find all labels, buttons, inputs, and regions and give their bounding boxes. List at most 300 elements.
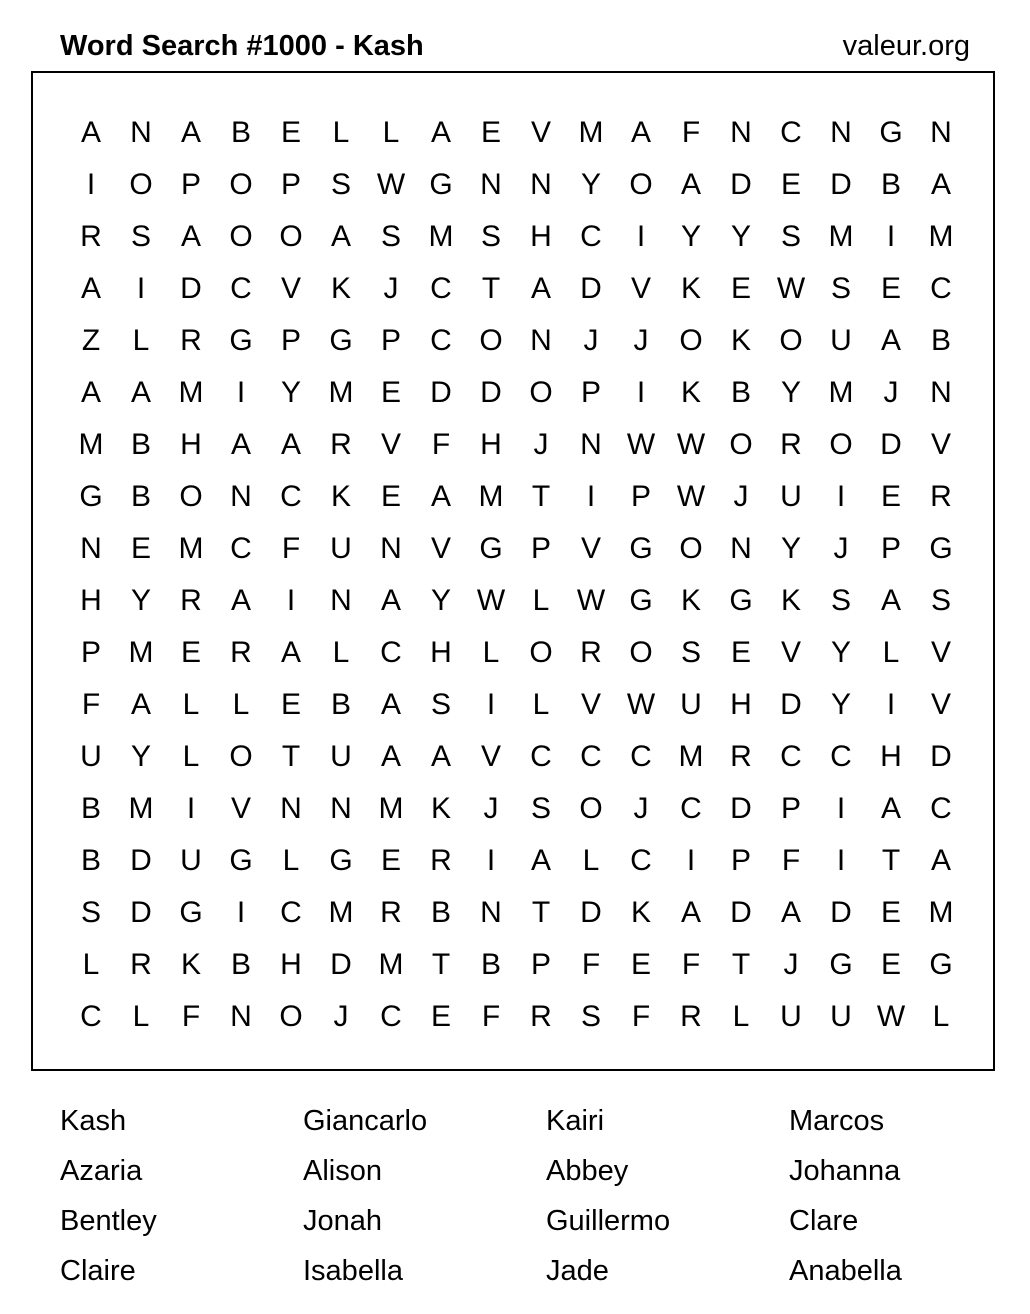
grid-cell[interactable]: M xyxy=(128,636,154,669)
grid-cell[interactable]: I xyxy=(286,584,296,617)
grid-cell[interactable]: S xyxy=(430,688,451,721)
grid-cell[interactable]: W xyxy=(576,584,606,617)
grid-cell[interactable]: C xyxy=(630,844,652,877)
grid-cell[interactable]: H xyxy=(480,428,502,461)
grid-cell[interactable]: N xyxy=(580,428,602,461)
grid-cell[interactable]: G xyxy=(629,584,653,617)
grid-cell[interactable]: A xyxy=(130,376,151,409)
grid-cell[interactable]: C xyxy=(830,740,852,773)
grid-cell[interactable]: R xyxy=(330,428,352,461)
grid-cell[interactable]: E xyxy=(880,480,901,513)
grid-cell[interactable]: P xyxy=(280,324,301,357)
grid-cell[interactable]: I xyxy=(136,272,146,305)
grid-cell[interactable]: R xyxy=(930,480,952,513)
grid-cell[interactable]: R xyxy=(230,636,252,669)
grid-cell[interactable]: I xyxy=(886,220,896,253)
grid-cell[interactable]: V xyxy=(280,272,301,305)
grid-cell[interactable]: C xyxy=(430,324,452,357)
grid-cell[interactable]: A xyxy=(80,116,101,149)
grid-cell[interactable]: M xyxy=(378,792,404,825)
grid-cell[interactable]: L xyxy=(382,116,400,149)
grid-cell[interactable]: L xyxy=(282,844,300,877)
grid-cell[interactable]: V xyxy=(430,532,451,565)
grid-cell[interactable]: N xyxy=(730,116,752,149)
grid-cell[interactable]: D xyxy=(580,272,602,305)
grid-cell[interactable]: L xyxy=(532,688,550,721)
grid-cell[interactable]: W xyxy=(626,428,656,461)
grid-cell[interactable]: D xyxy=(430,376,452,409)
grid-cell[interactable]: C xyxy=(230,532,252,565)
grid-cell[interactable]: N xyxy=(380,532,402,565)
grid-cell[interactable]: V xyxy=(580,688,601,721)
grid-cell[interactable]: I xyxy=(186,792,196,825)
grid-cell[interactable]: Y xyxy=(130,584,151,617)
grid-cell[interactable]: S xyxy=(580,1000,601,1033)
grid-cell[interactable]: I xyxy=(236,896,246,929)
grid-cell[interactable]: V xyxy=(480,740,501,773)
grid-cell[interactable]: A xyxy=(530,272,551,305)
grid-cell[interactable]: Y xyxy=(780,376,801,409)
grid-cell[interactable]: S xyxy=(780,220,801,253)
grid-cell[interactable]: N xyxy=(80,532,102,565)
grid-cell[interactable]: O xyxy=(779,324,803,357)
grid-cell[interactable]: J xyxy=(633,792,649,825)
grid-cell[interactable]: L xyxy=(882,636,900,669)
grid-cell[interactable]: M xyxy=(378,948,404,981)
grid-cell[interactable]: J xyxy=(483,792,499,825)
grid-cell[interactable]: L xyxy=(532,584,550,617)
grid-cell[interactable]: P xyxy=(780,792,801,825)
grid-cell[interactable]: E xyxy=(380,376,401,409)
grid-cell[interactable]: R xyxy=(530,1000,552,1033)
grid-cell[interactable]: H xyxy=(730,688,752,721)
grid-cell[interactable]: S xyxy=(330,168,351,201)
grid-cell[interactable]: N xyxy=(930,376,952,409)
grid-cell[interactable]: K xyxy=(680,272,701,305)
grid-cell[interactable]: B xyxy=(130,428,151,461)
grid-cell[interactable]: C xyxy=(80,1000,102,1033)
grid-cell[interactable]: B xyxy=(80,792,101,825)
grid-cell[interactable]: F xyxy=(681,116,701,149)
grid-cell[interactable]: I xyxy=(686,844,696,877)
grid-cell[interactable]: Y xyxy=(280,376,301,409)
grid-cell[interactable]: G xyxy=(229,324,253,357)
grid-cell[interactable]: N xyxy=(730,532,752,565)
grid-cell[interactable]: V xyxy=(630,272,651,305)
grid-cell[interactable]: E xyxy=(130,532,151,565)
grid-cell[interactable]: O xyxy=(279,1000,303,1033)
grid-cell[interactable]: C xyxy=(780,116,802,149)
grid-cell[interactable]: M xyxy=(478,480,504,513)
grid-cell[interactable]: A xyxy=(680,896,701,929)
grid-cell[interactable]: M xyxy=(78,428,104,461)
grid-cell[interactable]: M xyxy=(128,792,154,825)
grid-cell[interactable]: K xyxy=(680,584,701,617)
grid-cell[interactable]: F xyxy=(631,1000,651,1033)
grid-cell[interactable]: H xyxy=(80,584,102,617)
grid-cell[interactable]: A xyxy=(430,740,451,773)
grid-cell[interactable]: H xyxy=(180,428,202,461)
grid-cell[interactable]: L xyxy=(732,1000,750,1033)
grid-cell[interactable]: E xyxy=(780,168,801,201)
grid-cell[interactable]: C xyxy=(930,792,952,825)
grid-cell[interactable]: V xyxy=(930,428,951,461)
grid-cell[interactable]: U xyxy=(80,740,102,773)
grid-cell[interactable]: N xyxy=(330,584,352,617)
grid-cell[interactable]: U xyxy=(830,324,852,357)
grid-cell[interactable]: A xyxy=(380,740,401,773)
grid-cell[interactable]: F xyxy=(431,428,451,461)
grid-cell[interactable]: G xyxy=(79,480,103,513)
grid-cell[interactable]: L xyxy=(482,636,500,669)
grid-cell[interactable]: W xyxy=(876,1000,906,1033)
grid-cell[interactable]: C xyxy=(280,896,302,929)
grid-cell[interactable]: A xyxy=(280,428,301,461)
grid-cell[interactable]: N xyxy=(530,324,552,357)
grid-cell[interactable]: Y xyxy=(830,636,851,669)
grid-cell[interactable]: N xyxy=(130,116,152,149)
grid-cell[interactable]: G xyxy=(829,948,853,981)
grid-cell[interactable]: A xyxy=(80,272,101,305)
grid-cell[interactable]: G xyxy=(329,844,353,877)
grid-cell[interactable]: U xyxy=(830,1000,852,1033)
grid-cell[interactable]: I xyxy=(636,220,646,253)
grid-cell[interactable]: A xyxy=(230,584,251,617)
grid-cell[interactable]: M xyxy=(328,376,354,409)
grid-cell[interactable]: S xyxy=(680,636,701,669)
grid-cell[interactable]: G xyxy=(429,168,453,201)
grid-cell[interactable]: V xyxy=(380,428,401,461)
grid-cell[interactable]: V xyxy=(580,532,601,565)
grid-cell[interactable]: R xyxy=(780,428,802,461)
grid-cell[interactable]: A xyxy=(230,428,251,461)
grid-cell[interactable]: J xyxy=(583,324,599,357)
grid-cell[interactable]: P xyxy=(380,324,401,357)
grid-cell[interactable]: D xyxy=(930,740,952,773)
grid-cell[interactable]: D xyxy=(730,896,752,929)
grid-cell[interactable]: C xyxy=(780,740,802,773)
grid-cell[interactable]: C xyxy=(380,636,402,669)
grid-cell[interactable]: A xyxy=(930,168,951,201)
grid-cell[interactable]: C xyxy=(530,740,552,773)
grid-cell[interactable]: N xyxy=(930,116,952,149)
grid-cell[interactable]: S xyxy=(380,220,401,253)
grid-cell[interactable]: C xyxy=(280,480,302,513)
grid-cell[interactable]: M xyxy=(828,220,854,253)
grid-cell[interactable]: E xyxy=(630,948,651,981)
grid-cell[interactable]: F xyxy=(681,948,701,981)
grid-cell[interactable]: D xyxy=(180,272,202,305)
grid-cell[interactable]: S xyxy=(830,272,851,305)
grid-cell[interactable]: Y xyxy=(130,740,151,773)
grid-cell[interactable]: P xyxy=(530,532,551,565)
grid-cell[interactable]: C xyxy=(680,792,702,825)
grid-cell[interactable]: K xyxy=(630,896,651,929)
grid-cell[interactable]: I xyxy=(486,844,496,877)
grid-cell[interactable]: D xyxy=(480,376,502,409)
grid-cell[interactable]: C xyxy=(930,272,952,305)
grid-cell[interactable]: N xyxy=(830,116,852,149)
grid-cell[interactable]: M xyxy=(928,896,954,929)
grid-cell[interactable]: U xyxy=(780,480,802,513)
grid-cell[interactable]: C xyxy=(630,740,652,773)
grid-cell[interactable]: M xyxy=(328,896,354,929)
grid-cell[interactable]: K xyxy=(180,948,201,981)
grid-cell[interactable]: U xyxy=(680,688,702,721)
grid-cell[interactable]: S xyxy=(530,792,551,825)
grid-cell[interactable]: I xyxy=(836,844,846,877)
grid-cell[interactable]: A xyxy=(180,116,201,149)
grid-cell[interactable]: D xyxy=(330,948,352,981)
grid-cell[interactable]: I xyxy=(586,480,596,513)
grid-cell[interactable]: R xyxy=(180,324,202,357)
grid-cell[interactable]: H xyxy=(430,636,452,669)
grid-cell[interactable]: M xyxy=(828,376,854,409)
grid-cell[interactable]: S xyxy=(130,220,151,253)
grid-cell[interactable]: I xyxy=(886,688,896,721)
grid-cell[interactable]: E xyxy=(280,116,301,149)
grid-cell[interactable]: G xyxy=(229,844,253,877)
grid-cell[interactable]: G xyxy=(929,948,953,981)
grid-cell[interactable]: D xyxy=(830,168,852,201)
grid-cell[interactable]: E xyxy=(430,1000,451,1033)
grid-cell[interactable]: R xyxy=(580,636,602,669)
grid-cell[interactable]: M xyxy=(928,220,954,253)
grid-cell[interactable]: I xyxy=(636,376,646,409)
grid-cell[interactable]: O xyxy=(729,428,753,461)
grid-cell[interactable]: K xyxy=(430,792,451,825)
grid-cell[interactable]: M xyxy=(578,116,604,149)
grid-cell[interactable]: B xyxy=(880,168,901,201)
grid-cell[interactable]: O xyxy=(679,324,703,357)
grid-cell[interactable]: R xyxy=(680,1000,702,1033)
grid-cell[interactable]: K xyxy=(730,324,751,357)
grid-cell[interactable]: D xyxy=(580,896,602,929)
grid-cell[interactable]: R xyxy=(730,740,752,773)
grid-cell[interactable]: K xyxy=(780,584,801,617)
grid-cell[interactable]: V xyxy=(530,116,551,149)
grid-cell[interactable]: E xyxy=(380,480,401,513)
grid-cell[interactable]: A xyxy=(780,896,801,929)
grid-cell[interactable]: F xyxy=(281,532,301,565)
grid-cell[interactable]: L xyxy=(82,948,100,981)
grid-cell[interactable]: N xyxy=(480,896,502,929)
grid-cell[interactable]: L xyxy=(332,116,350,149)
grid-cell[interactable]: A xyxy=(530,844,551,877)
grid-cell[interactable]: V xyxy=(780,636,801,669)
grid-cell[interactable]: W xyxy=(476,584,506,617)
grid-cell[interactable]: B xyxy=(480,948,501,981)
grid-cell[interactable]: U xyxy=(180,844,202,877)
grid-cell[interactable]: E xyxy=(380,844,401,877)
grid-cell[interactable]: F xyxy=(181,1000,201,1033)
grid-cell[interactable]: P xyxy=(630,480,651,513)
grid-cell[interactable]: J xyxy=(633,324,649,357)
grid-cell[interactable]: A xyxy=(680,168,701,201)
grid-cell[interactable]: W xyxy=(776,272,806,305)
grid-cell[interactable]: Y xyxy=(430,584,451,617)
grid-cell[interactable]: P xyxy=(880,532,901,565)
grid-cell[interactable]: A xyxy=(80,376,101,409)
grid-cell[interactable]: F xyxy=(781,844,801,877)
grid-cell[interactable]: L xyxy=(182,740,200,773)
grid-cell[interactable]: C xyxy=(580,740,602,773)
grid-cell[interactable]: E xyxy=(730,272,751,305)
grid-cell[interactable]: A xyxy=(880,584,901,617)
grid-cell[interactable]: M xyxy=(678,740,704,773)
grid-cell[interactable]: M xyxy=(178,376,204,409)
grid-cell[interactable]: B xyxy=(230,948,251,981)
grid-cell[interactable]: B xyxy=(230,116,251,149)
grid-cell[interactable]: N xyxy=(230,480,252,513)
grid-cell[interactable]: A xyxy=(330,220,351,253)
grid-cell[interactable]: E xyxy=(180,636,201,669)
grid-cell[interactable]: O xyxy=(229,740,253,773)
grid-cell[interactable]: O xyxy=(129,168,153,201)
grid-cell[interactable]: O xyxy=(579,792,603,825)
grid-cell[interactable]: Y xyxy=(680,220,701,253)
grid-cell[interactable]: G xyxy=(929,532,953,565)
grid-cell[interactable]: G xyxy=(179,896,203,929)
grid-cell[interactable]: O xyxy=(629,636,653,669)
grid-cell[interactable]: R xyxy=(130,948,152,981)
grid-cell[interactable]: Y xyxy=(730,220,751,253)
grid-cell[interactable]: R xyxy=(380,896,402,929)
grid-cell[interactable]: Z xyxy=(81,324,101,357)
grid-cell[interactable]: B xyxy=(330,688,351,721)
grid-cell[interactable]: G xyxy=(729,584,753,617)
grid-cell[interactable]: U xyxy=(780,1000,802,1033)
grid-cell[interactable]: W xyxy=(676,480,706,513)
grid-cell[interactable]: G xyxy=(629,532,653,565)
grid-cell[interactable]: G xyxy=(329,324,353,357)
grid-cell[interactable]: C xyxy=(430,272,452,305)
grid-cell[interactable]: B xyxy=(730,376,751,409)
grid-cell[interactable]: L xyxy=(132,1000,150,1033)
grid-cell[interactable]: H xyxy=(880,740,902,773)
grid-cell[interactable]: W xyxy=(676,428,706,461)
grid-cell[interactable]: A xyxy=(430,116,451,149)
grid-cell[interactable]: O xyxy=(679,532,703,565)
grid-cell[interactable]: S xyxy=(830,584,851,617)
grid-cell[interactable]: I xyxy=(86,168,96,201)
grid-cell[interactable]: S xyxy=(930,584,951,617)
grid-cell[interactable]: B xyxy=(930,324,951,357)
grid-cell[interactable]: S xyxy=(80,896,101,929)
grid-cell[interactable]: F xyxy=(481,1000,501,1033)
grid-cell[interactable]: O xyxy=(479,324,503,357)
grid-cell[interactable]: W xyxy=(626,688,656,721)
grid-cell[interactable]: P xyxy=(80,636,101,669)
grid-cell[interactable]: R xyxy=(180,584,202,617)
grid-cell[interactable]: C xyxy=(230,272,252,305)
grid-cell[interactable]: K xyxy=(330,480,351,513)
grid-cell[interactable]: H xyxy=(280,948,302,981)
grid-cell[interactable]: M xyxy=(428,220,454,253)
grid-cell[interactable]: Y xyxy=(580,168,601,201)
grid-cell[interactable]: L xyxy=(932,1000,950,1033)
grid-cell[interactable]: T xyxy=(531,896,551,929)
grid-cell[interactable]: D xyxy=(830,896,852,929)
grid-cell[interactable]: E xyxy=(280,688,301,721)
grid-cell[interactable]: E xyxy=(730,636,751,669)
grid-cell[interactable]: L xyxy=(332,636,350,669)
grid-cell[interactable]: I xyxy=(836,480,846,513)
grid-cell[interactable]: D xyxy=(780,688,802,721)
grid-cell[interactable]: L xyxy=(182,688,200,721)
grid-cell[interactable]: R xyxy=(80,220,102,253)
grid-cell[interactable]: Y xyxy=(830,688,851,721)
grid-cell[interactable]: E xyxy=(480,116,501,149)
grid-cell[interactable]: J xyxy=(383,272,399,305)
grid-cell[interactable]: S xyxy=(480,220,501,253)
grid-cell[interactable]: A xyxy=(130,688,151,721)
grid-cell[interactable]: D xyxy=(130,844,152,877)
grid-cell[interactable]: T xyxy=(531,480,551,513)
grid-cell[interactable]: F xyxy=(581,948,601,981)
grid-cell[interactable]: C xyxy=(580,220,602,253)
grid-cell[interactable]: L xyxy=(232,688,250,721)
grid-cell[interactable]: A xyxy=(430,480,451,513)
grid-cell[interactable]: D xyxy=(880,428,902,461)
grid-cell[interactable]: D xyxy=(730,168,752,201)
grid-cell[interactable]: O xyxy=(629,168,653,201)
grid-cell[interactable]: O xyxy=(229,168,253,201)
grid-cell[interactable]: P xyxy=(730,844,751,877)
grid-cell[interactable]: P xyxy=(580,376,601,409)
grid-cell[interactable]: P xyxy=(280,168,301,201)
grid-cell[interactable]: D xyxy=(730,792,752,825)
grid-cell[interactable]: N xyxy=(530,168,552,201)
grid-cell[interactable]: B xyxy=(430,896,451,929)
grid-cell[interactable]: J xyxy=(733,480,749,513)
grid-cell[interactable]: K xyxy=(680,376,701,409)
grid-cell[interactable]: F xyxy=(81,688,101,721)
grid-cell[interactable]: C xyxy=(380,1000,402,1033)
grid-cell[interactable]: I xyxy=(486,688,496,721)
grid-cell[interactable]: A xyxy=(630,116,651,149)
grid-cell[interactable]: P xyxy=(180,168,201,201)
grid-cell[interactable]: B xyxy=(130,480,151,513)
grid-cell[interactable]: H xyxy=(530,220,552,253)
grid-cell[interactable]: V xyxy=(930,688,951,721)
grid-cell[interactable]: O xyxy=(529,376,553,409)
grid-cell[interactable]: N xyxy=(280,792,302,825)
grid-cell[interactable]: L xyxy=(582,844,600,877)
grid-cell[interactable]: A xyxy=(880,324,901,357)
grid-cell[interactable]: O xyxy=(279,220,303,253)
grid-cell[interactable]: A xyxy=(930,844,951,877)
grid-cell[interactable]: O xyxy=(829,428,853,461)
grid-cell[interactable]: O xyxy=(179,480,203,513)
grid-cell[interactable]: P xyxy=(530,948,551,981)
grid-cell[interactable]: E xyxy=(880,272,901,305)
grid-cell[interactable]: T xyxy=(881,844,901,877)
grid-cell[interactable]: E xyxy=(880,948,901,981)
grid-cell[interactable]: K xyxy=(330,272,351,305)
grid-cell[interactable]: W xyxy=(376,168,406,201)
grid-cell[interactable]: J xyxy=(833,532,849,565)
grid-cell[interactable]: J xyxy=(883,376,899,409)
grid-cell[interactable]: Y xyxy=(780,532,801,565)
grid-cell[interactable]: T xyxy=(281,740,301,773)
grid-cell[interactable]: G xyxy=(879,116,903,149)
grid-cell[interactable]: A xyxy=(380,688,401,721)
grid-cell[interactable]: A xyxy=(380,584,401,617)
grid-cell[interactable]: J xyxy=(533,428,549,461)
grid-cell[interactable]: N xyxy=(330,792,352,825)
grid-cell[interactable]: U xyxy=(330,532,352,565)
